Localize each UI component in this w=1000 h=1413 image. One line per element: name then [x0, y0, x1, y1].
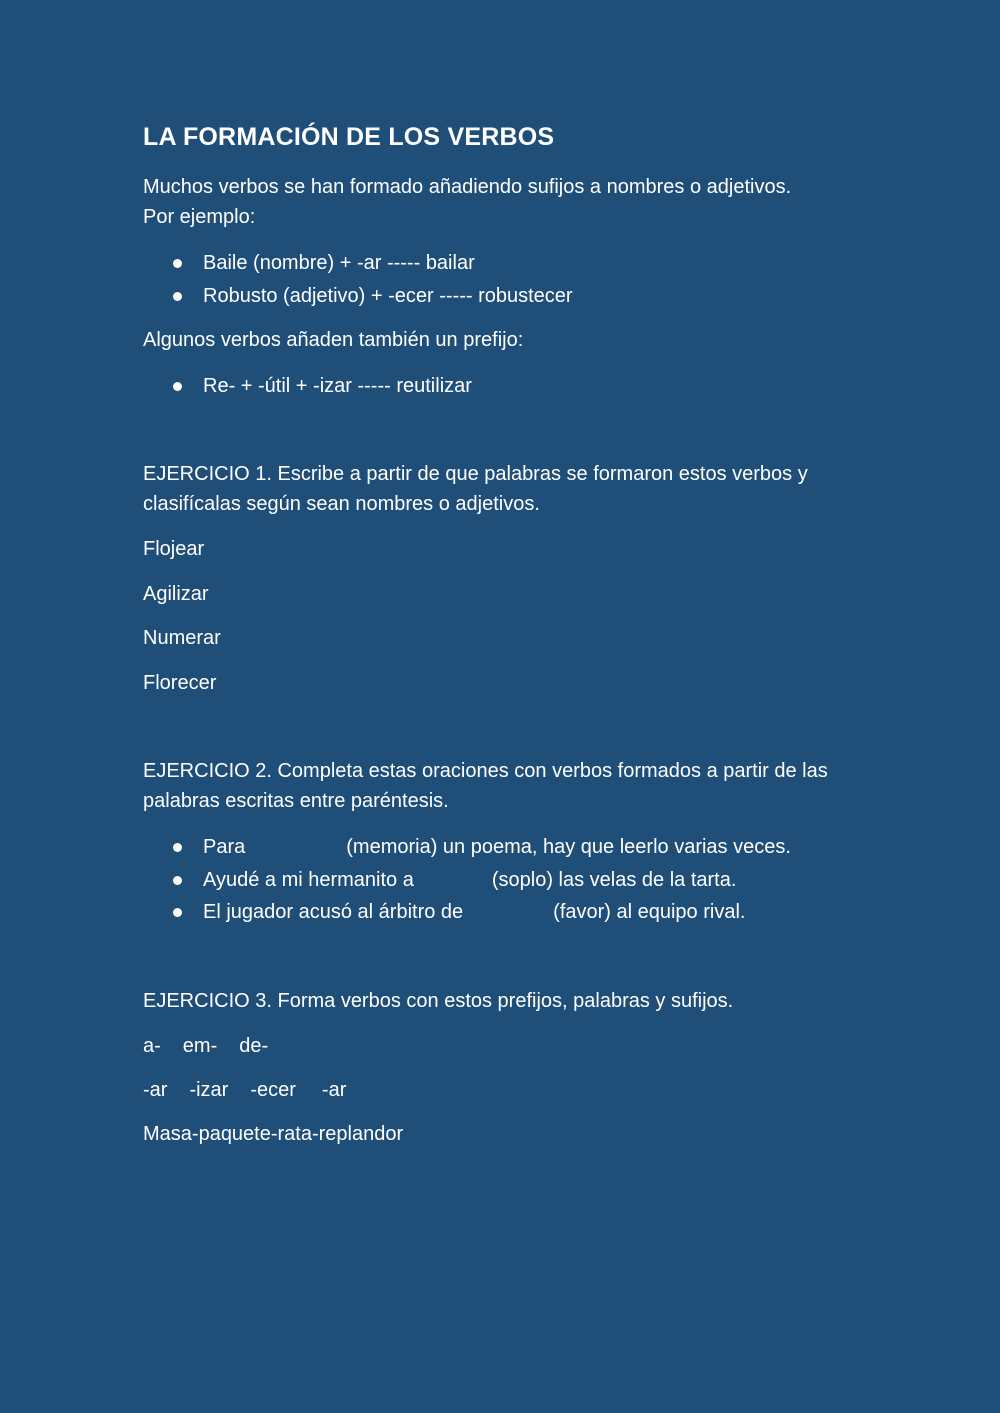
suffix: -ar [321, 1079, 347, 1101]
exercise2-line-2: palabras escritas entre paréntesis. [143, 790, 449, 812]
bullet-icon [173, 908, 182, 917]
prefix: de- [239, 1035, 269, 1057]
prefix-intro: Algunos verbos añaden también un prefijo: [143, 329, 524, 351]
bullet-icon [173, 259, 182, 268]
sentence-start: Para [203, 836, 246, 858]
prefix: em- [182, 1035, 218, 1057]
exercise1-line-2: clasifícalas según sean nombres o adjetivos. [143, 493, 540, 515]
sentence-start: El jugador acusó al árbitro de [203, 901, 464, 923]
page-title: LA FORMACIÓN DE LOS VERBOS [143, 123, 555, 151]
exercise1-word: Florecer [143, 672, 217, 694]
exercise3-suffixes [143, 1075, 346, 1105]
bullet-icon [173, 876, 182, 885]
list-item: Robusto (adjetivo) + -ecer ----- robustecer [203, 285, 573, 307]
exercise3-prefixes [143, 1031, 268, 1061]
intro-line-1: Muchos verbos se han formado añadiendo sufijos a nombres o adjetivos. [143, 176, 792, 198]
exercise1-word: Agilizar [143, 583, 209, 605]
list-item [203, 832, 791, 862]
exercise3-line-1: EJERCICIO 3. Forma verbos con estos prefijos, palabras y sufijos. [143, 990, 734, 1012]
list-item: Baile (nombre) + -ar ----- bailar [203, 252, 475, 274]
list-item [203, 897, 745, 927]
sentence-end: (memoria) un poema, hay que leerlo varias veces. [346, 836, 791, 858]
bullet-icon [173, 382, 182, 391]
exercise3-words: Masa-paquete-rata-replandor [143, 1123, 404, 1145]
prefix: a- [143, 1035, 161, 1057]
list-item [203, 865, 736, 895]
list-item: Re- + -útil + -izar ----- reutilizar [203, 375, 472, 397]
sentence-end: (favor) al equipo rival. [553, 901, 746, 923]
exercise1-word: Flojear [143, 538, 205, 560]
exercise1-word: Numerar [143, 627, 221, 649]
sentence-end: (soplo) las velas de la tarta. [491, 869, 737, 891]
intro-line-2: Por ejemplo: [143, 206, 256, 228]
bullet-icon [173, 843, 182, 852]
sentence-start: Ayudé a mi hermanito a [203, 869, 414, 891]
bullet-icon [173, 292, 182, 301]
exercise1-line-1: EJERCICIO 1. Escribe a partir de que palabras se formaron estos verbos y [143, 463, 808, 485]
exercise2-line-1: EJERCICIO 2. Completa estas oraciones con verbos formados a partir de las [143, 760, 828, 782]
suffix: -ar [143, 1079, 168, 1101]
suffix: -ecer [250, 1079, 296, 1101]
suffix: -izar [189, 1079, 229, 1101]
worksheet-page [143, 0, 883, 1413]
